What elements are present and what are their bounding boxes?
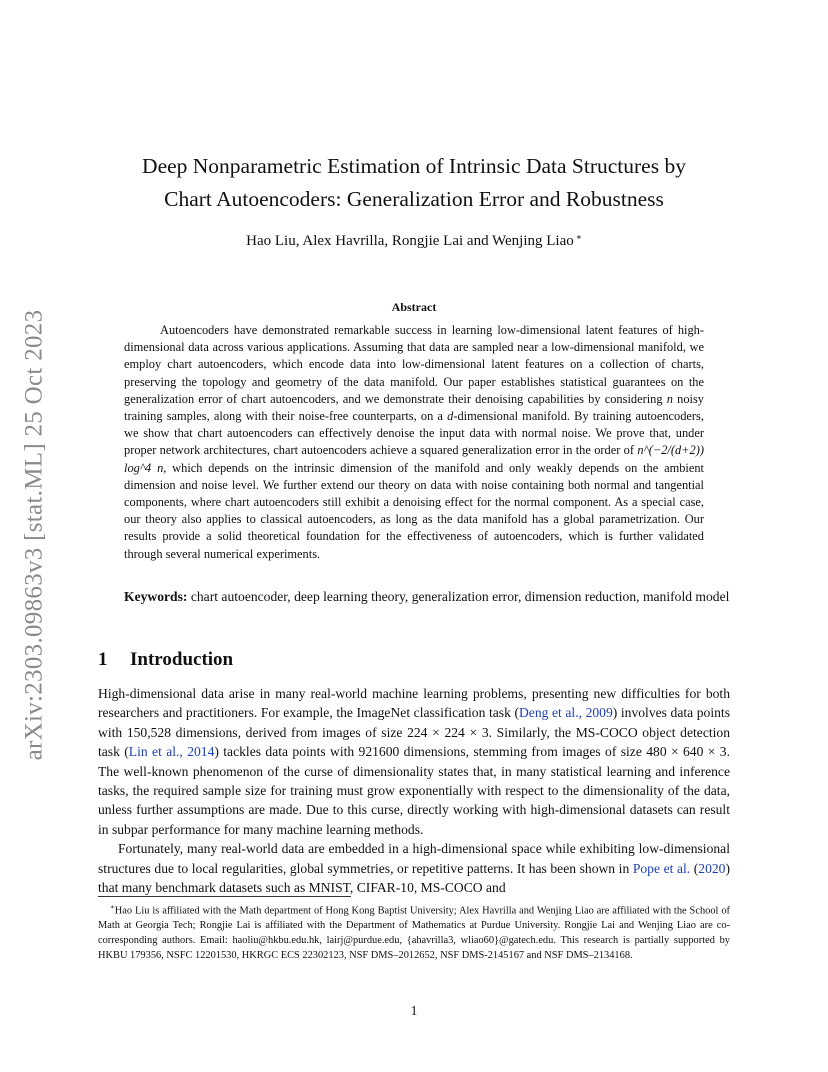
title-line-1: Deep Nonparametric Estimation of Intrinsic Data Structures by <box>142 154 686 178</box>
keywords <box>98 587 730 607</box>
abstract-text-2: noisy training samples, along with their noise-free counterparts, on a <box>124 391 704 424</box>
footnote-text: Hao Liu is affiliated with the Math department of Hong Kong Baptist University; Alex Havrilla and Wenjing Liao are affiliated with the School of Math at Georgia Tech; Rongjie Lai is affiliated with the Department of Mathematics at Purdue University. Rongjie Lai and Wenjing Liao are co-corresponding authors. Email: haoliu@hkbu.edu.hk, lairj@purdue.edu, {ahavrilla3, wliao60}@gatech.edu. This research is partially supported by HKBU 179356, NSFC 12201530, HKRGC ECS 22302123, NSF DMS–2012652, NSF DMS-2145167 and NSF DMS–2134168. <box>98 905 730 962</box>
intro-paragraph-2 <box>98 839 730 897</box>
abstract-text-3: -dimensional manifold. By training autoencoders, we show that chart autoencoders can effectively denoise the input data with normal noise. We prove that, under proper network architectures, chart autoencoders achieve a squared generalization error in the order of <box>124 409 704 458</box>
abstract-heading: Abstract <box>391 300 437 314</box>
abstract-text-4: , which depends on the intrinsic dimension of the manifold and only weakly depends on the ambient dimension and noise level. We further extend our theory on data with noise containing both normal and tangential components, where chart autoencoders still exhibit a denoising effect for the normal component. As a special case, our theory also applies to classical autoencoders, as long as the data manifold has a global parametrization. Our results provide a solid theoretical foundation for the effectiveness of autoencoders, which is further validated through several numerical experiments. <box>124 460 704 561</box>
abstract-body <box>124 322 704 563</box>
keywords-label: Keywords: <box>124 589 188 604</box>
paper-title <box>60 150 768 216</box>
author-list <box>60 232 768 250</box>
section-title: Introduction <box>130 649 234 670</box>
section-heading <box>98 649 233 671</box>
intro-text: ( <box>690 860 699 876</box>
arxiv-stamp-text: arXiv:2303.09863v3 [stat.ML] 25 Oct 2023 <box>20 309 47 761</box>
intro-text: ) tackles data points with 921600 dimensions, stemming from images of size 480 × 640 × 3. The well-known phenomenon of the curse of dimensionality states that, in many statistical learning and inference tasks, the required sample size for training must grow exponentially with respect to the dimensionality of the data, unless further assumptions are made. Due to this curse, directly working with high-dimensional datasets can result in subpar performance for many machine learning methods. <box>98 744 730 837</box>
keywords-text: chart autoencoder, deep learning theory, generalization error, dimension reduction, manifold model <box>190 589 730 604</box>
footnote-divider <box>98 896 351 897</box>
section-number: 1 <box>98 649 108 670</box>
footnote-mark: ∗ <box>110 903 115 911</box>
intro-text: High-dimensional data arise in many real-world machine learning problems, presenting new difficulties for both researchers and practitioners. For example, the ImageNet classification task ( <box>98 686 730 721</box>
intro-paragraph-1 <box>98 684 730 839</box>
intro-text: ) involves data points with 150,528 dimensions, derived from images of size 224 × 224 × 3. Similarly, the MS-COCO object detection task ( <box>98 705 730 760</box>
abstract-text-1: Autoencoders have demonstrated remarkable success in learning low-dimensional latent features of high-dimensional data across various applications. Assuming that data are sampled near a low-dimensional manifold, we employ chart autoencoders, which encode data into low-dimensional latent features on a collection of charts, preserving the topology and geometry of the data manifold. Our paper establishes statistical guarantees on the generalization error of chart autoencoders, and we demonstrate their denoising capabilities by considering <box>124 323 704 406</box>
rate-expression: n^(−2/(d+2)) log^4 n <box>124 443 704 475</box>
arxiv-identifier-stamp <box>4 290 64 780</box>
math-var-d: d <box>447 409 454 424</box>
introduction-body <box>98 684 730 897</box>
citation-link-deng[interactable]: Deng et al., 2009 <box>518 705 613 721</box>
intro-text: Fortunately, many real-world data are embedded in a high-dimensional space while exhibiting low-dimensional structures due to local regularities, global symmetries, or repetitive patterns. It has been shown in <box>98 841 730 876</box>
citation-link-pope[interactable]: Pope et al. <box>632 860 691 876</box>
page-number: 1 <box>410 1003 418 1018</box>
citation-link-pope-year[interactable]: 2020 <box>698 860 726 876</box>
author-footnote-mark: ∗ <box>575 232 582 242</box>
title-line-2: Chart Autoencoders: Generalization Error and Robustness <box>164 187 664 211</box>
intro-text: ) that many benchmark datasets such as MNIST, CIFAR-10, MS-COCO and <box>98 860 730 896</box>
footnote <box>98 900 730 963</box>
math-var-n: n <box>666 391 673 406</box>
citation-link-lin[interactable]: Lin et al., 2014 <box>128 744 215 760</box>
author-names: Hao Liu, Alex Havrilla, Rongjie Lai and Wenjing Liao <box>246 233 574 249</box>
